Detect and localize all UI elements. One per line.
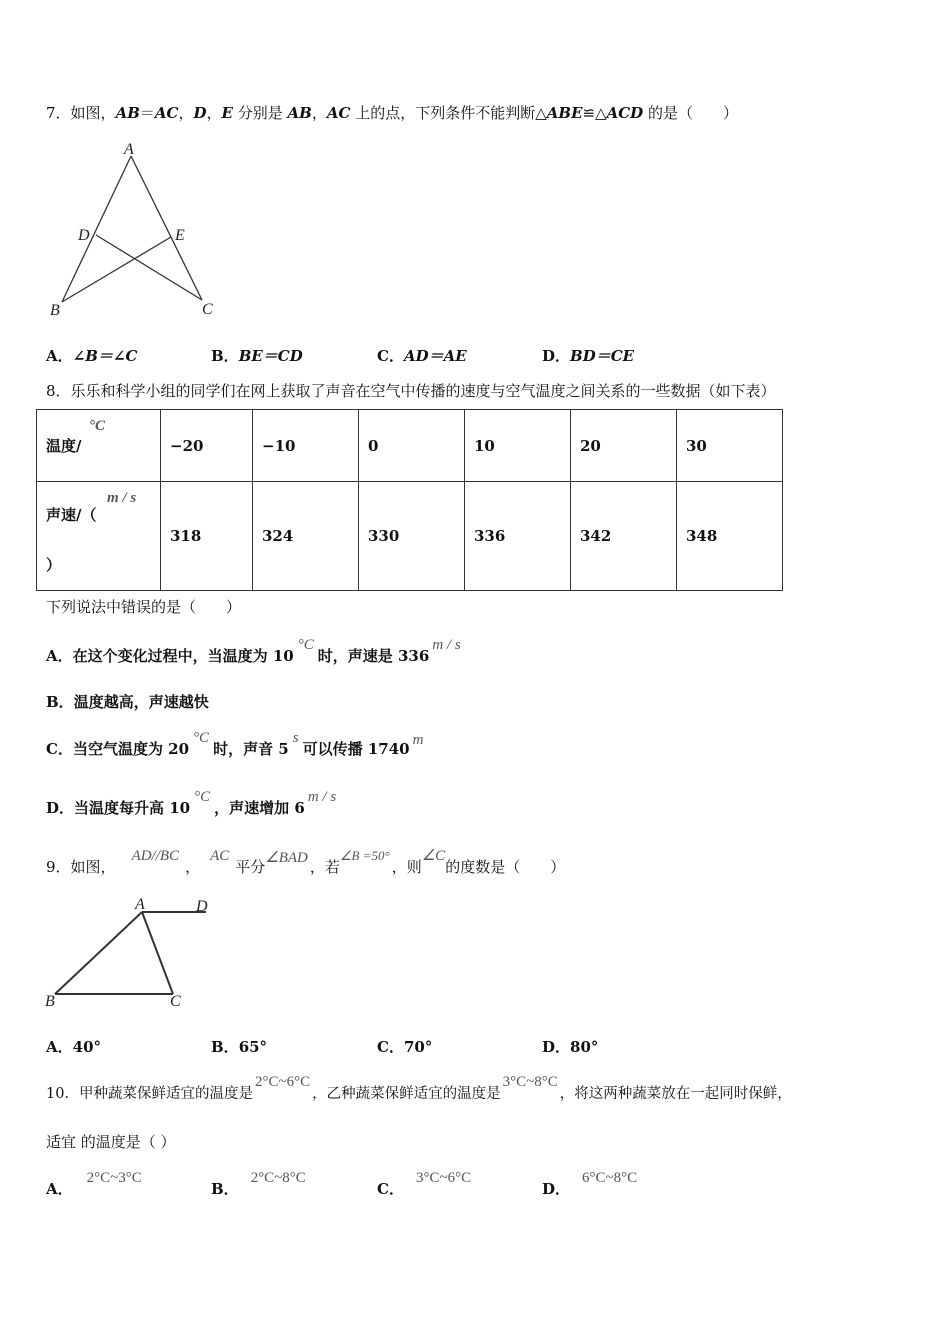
table-header-temperature: 温度/ °C [37,410,161,482]
q7-figure [40,136,230,326]
q8-option-c[interactable]: C．当空气温度为 20°C时，声音 5s可以传播 1740 m [46,730,424,758]
q7-option-b[interactable]: B．BE＝CD [211,347,303,365]
table-cell: 330 [359,482,465,591]
table-cell: 348 [677,482,783,591]
table-cell: 30 [677,410,783,482]
table-cell: 324 [253,482,359,591]
label-d: D [78,227,90,244]
segment-ab [55,912,142,994]
label-a: A [124,141,134,158]
q9-figure [40,892,220,1012]
segment-ac [142,912,173,994]
q9-option-c[interactable]: C．70° [377,1038,433,1056]
label-c: C [170,993,181,1010]
table-cell: 0 [359,410,465,482]
q7-option-d[interactable]: D．BD＝CE [542,347,635,365]
q8-option-b[interactable]: B．温度越高，声速越快 [46,693,209,711]
q9-stem: 9．如图，AD//BC，AC平分∠BAD ，若∠B =50°，则∠C的度数是（ ） [46,848,566,876]
label-a: A [135,896,145,913]
q8-option-a[interactable]: A．在这个变化过程中，当温度为 10°C时，声速是 336m / s [46,637,461,665]
table-cell: −10 [253,410,359,482]
q8-stem: 8．乐乐和科学小组的同学们在网上获取了声音在空气中传播的速度与空气温度之间关系的一些数据（如下表） [46,382,776,400]
q8-question: 下列说法中错误的是（ ） [46,598,242,616]
label-b: B [45,993,55,1010]
q10-option-d[interactable]: D．6°C~8°C [542,1170,638,1198]
label-d: D [196,898,208,915]
table-cell: 20 [571,410,677,482]
q10-stem-line2: 适宜 的温度是（ ） [46,1133,176,1151]
table-cell: 318 [161,482,253,591]
q10-option-b[interactable]: B．2°C~8°C [211,1170,306,1198]
label-c: C [202,301,213,318]
table-header-speed: 声速/（ m / s ） [37,482,161,591]
segment-ab [62,156,131,302]
q7-stem: 7．如图，AB＝AC，D，E 分别是 AB，AC 上的点，下列条件不能判断△ABE≌△ACD 的是（ ） [46,104,738,122]
segment-be [62,237,171,302]
q7-option-c[interactable]: C．AD＝AE [377,347,467,365]
q9-option-b[interactable]: B．65° [211,1038,268,1056]
q10-option-a[interactable]: A．2°C~3°C [46,1170,142,1198]
q10-option-c[interactable]: C．3°C~6°C [377,1170,472,1198]
q9-option-a[interactable]: A．40° [46,1038,102,1056]
table-cell: 10 [465,410,571,482]
table-cell: −20 [161,410,253,482]
q10-stem: 10．甲种蔬菜保鲜适宜的温度是2°C~6°C，乙种蔬菜保鲜适宜的温度是3°C~8°C，将这两种蔬菜放在一起同时保鲜， [46,1074,792,1102]
sound-speed-table [36,409,783,591]
label-b: B [50,302,60,319]
table-row-speed [37,482,783,591]
q9-option-d[interactable]: D．80° [542,1038,599,1056]
table-cell: 336 [465,482,571,591]
table-cell: 342 [571,482,677,591]
label-e: E [175,227,185,244]
table-row-temperature [37,410,783,482]
q7-option-a[interactable]: A．∠B＝∠C [46,347,138,365]
q8-option-d[interactable]: D．当温度每升高 10°C，声速增加 6m / s [46,789,337,817]
